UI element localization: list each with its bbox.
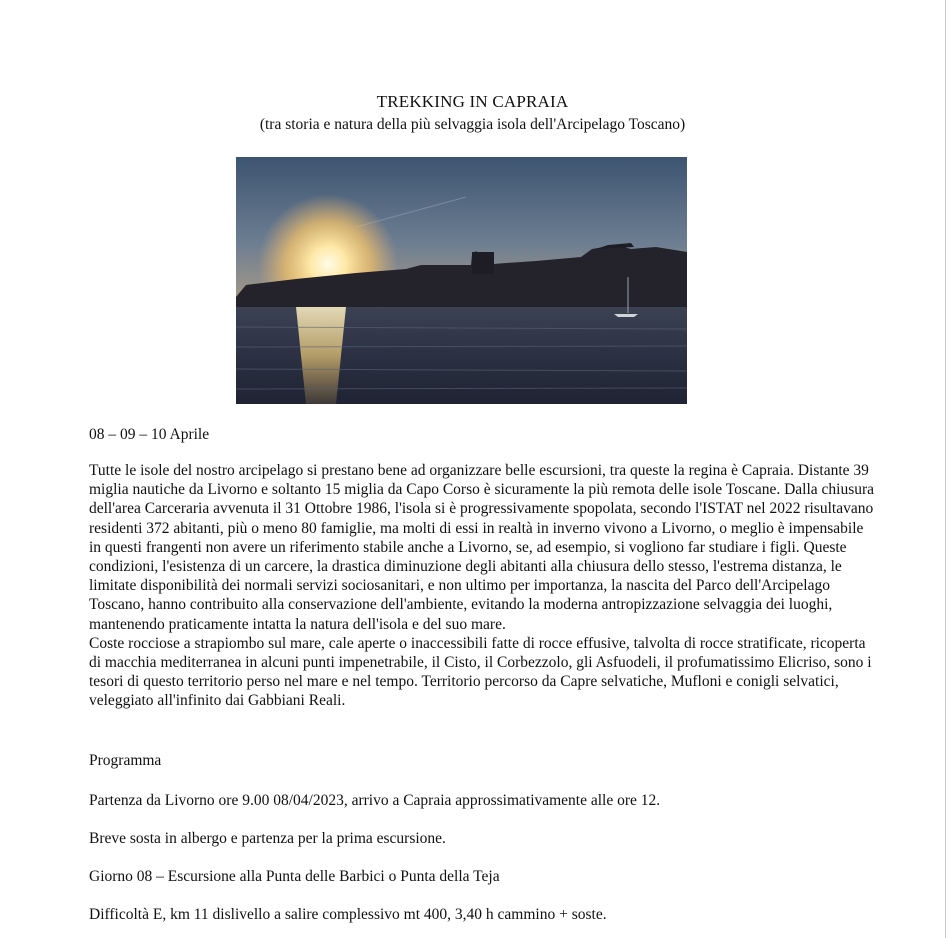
description-paragraph: Coste rocciose a strapiombo sul mare, cale aperte o inaccessibili fatte di rocce effusive, talvolta di rocce stratificate, ricoperta di macchia mediterranea in alcuni punti impenetrabile, il Cisto, il Corbezzolo, gli Asfuodeli, il profumatissimo Elicriso, sono i tesori di questo territorio perso nel mare e nel tempo. Territorio percorso da Capre selvatiche, Mufloni e conigli selvatici, veleggiato all'infinito dai Gabbiani Reali. (89, 634, 872, 710)
description-paragraph: Tutte le isole del nostro arcipelago si prestano bene ad organizzare belle escursioni, tra queste la regina è Capraia. Distante 39 miglia nautiche da Livorno e soltanto 15 miglia da Capo Corso è sicuramente la più remota delle isole Toscane. Dalla chiusura dell'area Carceraria avvenuta il 31 Ottobre 1986, l'isola si è progressivamente spopolata, secondo l'ISTAT nel 2022 risultavano residenti 372 abitanti, più o meno 80 famiglie, ma molti di essi in realtà in inverno vivono a Livorno, o meglio è impensabile in questi frangenti non avere un riferimento stabile anche a Livorno, se, ad esempio, si vogliono far studiare i figli. Queste condizioni, l'esistenza di un carcere, la drastica diminuzione degli abitanti alla chiusura dello stesso, l'estrema distanza, le limitate disponibilità dei normali servizi sociosanitari, e non ultimo per importanza, la nascita del Parco dell'Arcipelago Toscano, hanno contribuito alla conservazione dell'ambiente, evitando la moderna antropizzazione selvaggia dei luoghi, mantenendo praticamente intatta la natura dell'isola e del suo mare. (89, 462, 875, 633)
day-08-line: Giorno 08 – Escursione alla Punta delle Barbici o Punta della Teja (89, 868, 500, 885)
sunset-island-photo (236, 157, 687, 404)
difficulty-line: Difficoltà E, km 11 dislivello a salire complessivo mt 400, 3,40 h cammino + soste. (89, 906, 607, 923)
stop-line: Breve sosta in albergo e partenza per la prima escursione. (89, 830, 446, 847)
document-subtitle: (tra storia e natura della più selvaggia isola dell'Arcipelago Toscano) (259, 116, 686, 133)
program-heading: Programma (89, 752, 162, 769)
description-text (89, 461, 879, 711)
document-title: TREKKING IN CAPRAIA (376, 92, 569, 111)
trip-dates: 08 – 09 – 10 Aprile (89, 426, 210, 443)
departure-line: Partenza da Livorno ore 9.00 08/04/2023, arrivo a Capraia approssimativamente alle ore 12. (89, 792, 661, 809)
